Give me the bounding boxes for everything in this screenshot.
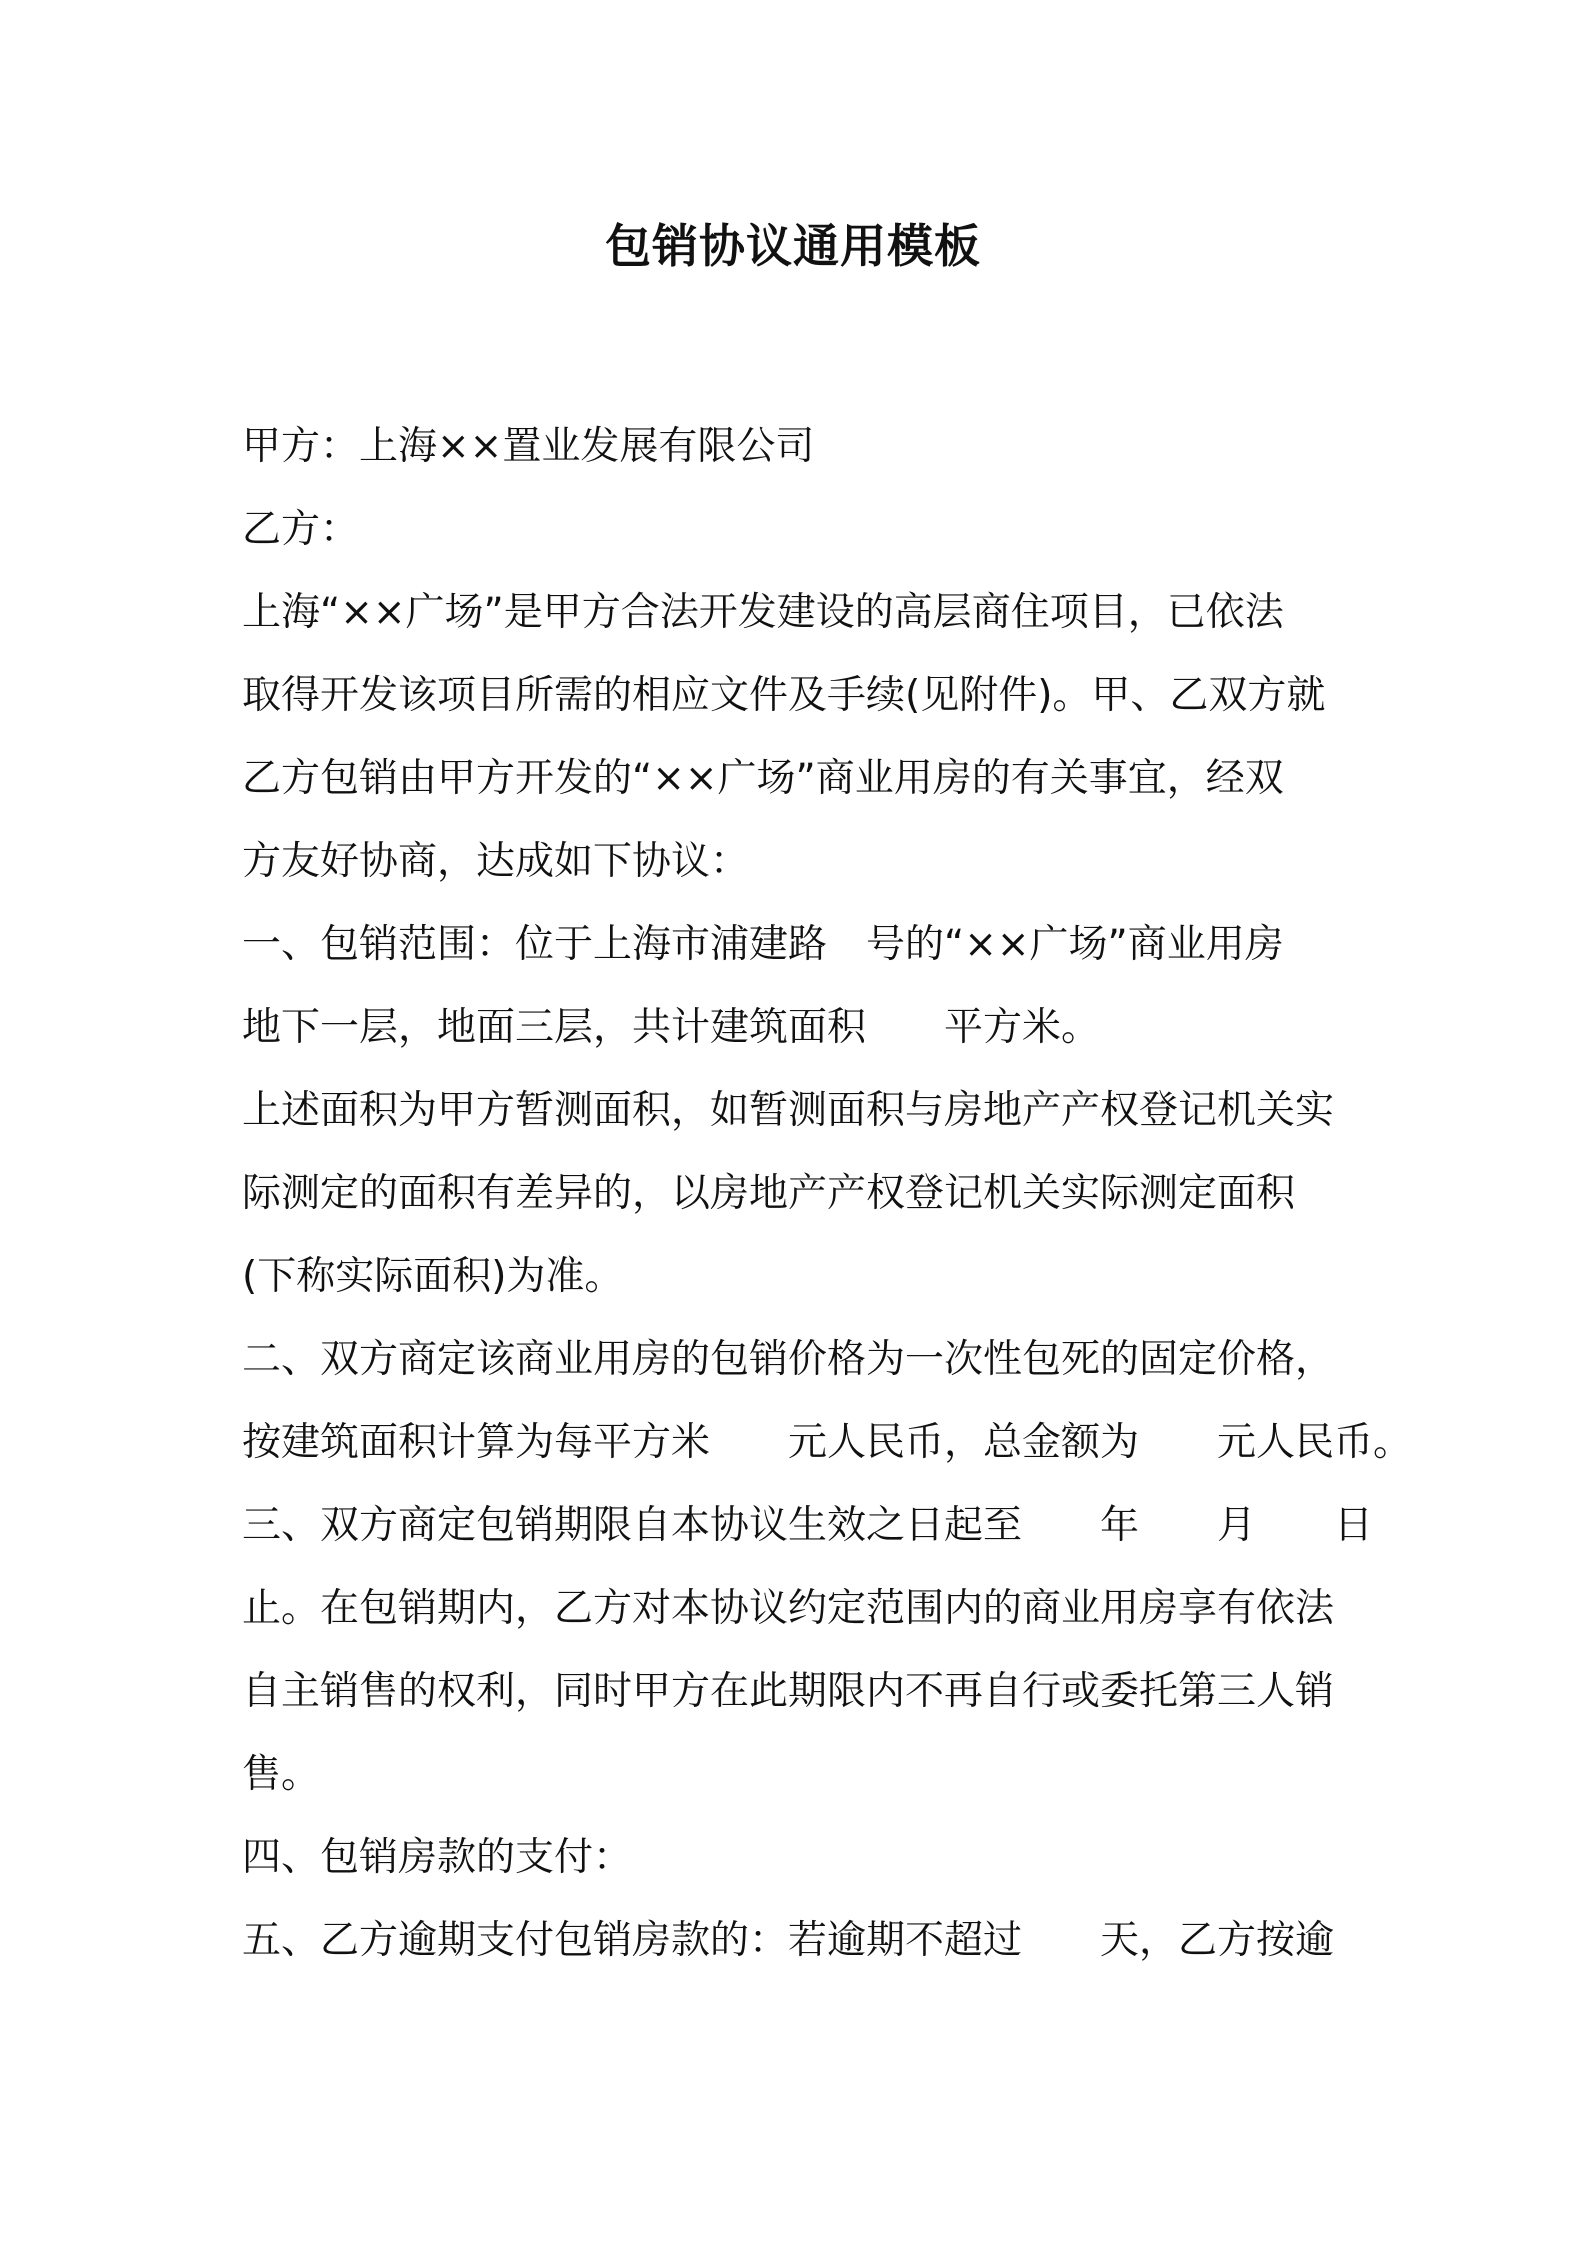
clause-five-line: 五、乙方逾期支付包销房款的：若逾期不超过 天，乙方按逾 <box>242 1918 1335 1963</box>
paragraph-line: 方友好协商，达成如下协议： <box>242 839 750 884</box>
clause-three-line: 三、双方商定包销期限自本协议生效之日起至 年 月 日 <box>242 1503 1374 1548</box>
clause-two-line: 按建筑面积计算为每平方米 元人民币，总金额为 元人民币。 <box>242 1420 1413 1465</box>
clause-three-line: 自主销售的权利，同时甲方在此期限内不再自行或委托第三人销 <box>242 1669 1335 1714</box>
clause-three-line: 止。在包销期内，乙方对本协议约定范围内的商业用房享有依法 <box>242 1586 1335 1631</box>
paragraph-line: 取得开发该项目所需的相应文件及手续(见附件)。甲、乙双方就 <box>242 673 1326 718</box>
area-note-line: (下称实际面积)为准。 <box>242 1254 624 1299</box>
paragraph-line: 乙方包销由甲方开发的“××广场”商业用房的有关事宜，经双 <box>242 756 1284 801</box>
document-body <box>242 405 1413 1982</box>
clause-one-line: 一、包销范围：位于上海市浦建路 号的“××广场”商业用房 <box>242 922 1284 967</box>
paragraph-line: 上海“××广场”是甲方合法开发建设的高层商住项目，已依法 <box>242 590 1284 635</box>
party-b-line: 乙方： <box>242 507 360 552</box>
clause-four-line: 四、包销房款的支付： <box>242 1835 633 1880</box>
clause-three-line: 售。 <box>242 1752 321 1797</box>
clause-two-line: 二、双方商定该商业用房的包销价格为一次性包死的固定价格， <box>242 1337 1335 1382</box>
area-note-line: 际测定的面积有差异的，以房地产产权登记机关实际测定面积 <box>242 1171 1296 1216</box>
area-note-line: 上述面积为甲方暂测面积，如暂测面积与房地产产权登记机关实 <box>242 1088 1335 1133</box>
party-a-line: 甲方：上海××置业发展有限公司 <box>242 424 815 469</box>
clause-one-line: 地下一层，地面三层，共计建筑面积 平方米。 <box>242 1005 1101 1050</box>
document-title: 包销协议通用模板 <box>605 219 981 273</box>
